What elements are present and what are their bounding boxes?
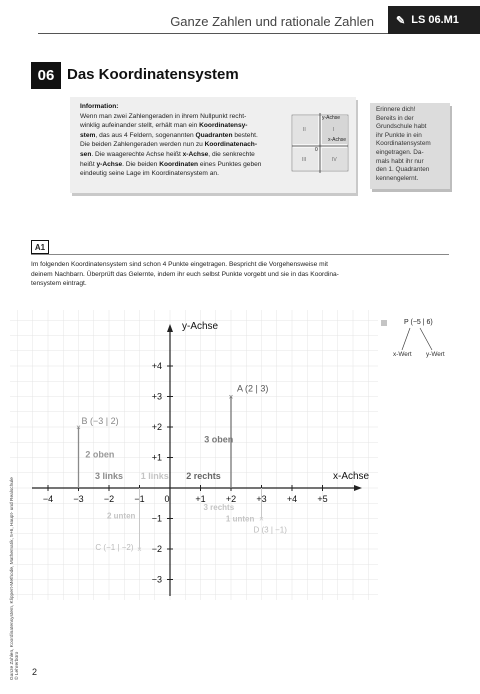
hint-line: Koordinatensystem	[376, 140, 431, 148]
info-line: , die senkrechte	[208, 150, 255, 158]
info-term: sen	[80, 150, 92, 158]
step-label-b-up: 2 oben	[85, 449, 115, 460]
mini-origin: 0	[315, 147, 318, 153]
x-tick-label: +2	[225, 494, 237, 504]
step-label-b-left: 3 links	[94, 471, 124, 481]
chapter-number: 06	[31, 62, 61, 89]
hint-line: mals habt ihr nur	[376, 157, 424, 165]
header-code-badge	[388, 6, 480, 34]
x-tick-label: +4	[286, 494, 298, 504]
task-line: deinem Nachbarn. Überprüft das Gelernte, indem ihr euch selbst Punkte vorgebt und sie in das Koordina-	[31, 270, 339, 278]
point-label: B (−3 | 2)	[81, 416, 119, 426]
info-line: eines Punktes geben	[198, 160, 262, 168]
example-point: P (−5 | 6)	[404, 319, 433, 326]
info-line: . Die beiden	[122, 160, 160, 168]
y-axis-arrowhead	[167, 324, 173, 332]
y-tick-label: −2	[151, 544, 162, 554]
x-tick-label: −3	[73, 494, 84, 504]
y-value-arrow	[420, 328, 432, 350]
y-tick-label: +1	[151, 452, 162, 463]
point-marker: ×	[228, 392, 234, 402]
hint-text	[376, 106, 444, 183]
x-axis-label: x-Achse	[333, 471, 370, 482]
hint-line: den 1. Quadranten	[376, 166, 430, 174]
info-line: Wenn man zwei Zahlengeraden in ihrem Nullpunkt recht-	[80, 112, 247, 120]
info-line: besteht.	[232, 131, 258, 139]
pencil-icon: ✎	[396, 14, 406, 27]
task-text	[31, 260, 431, 289]
x-tick-label: −2	[103, 494, 115, 504]
step-label-a-right: 2 rechts	[186, 471, 221, 481]
side-caption-copyright: © Lehrerbüro	[15, 651, 20, 680]
page-number: 2	[32, 667, 38, 677]
step-label-d-right: 3 rechts	[203, 503, 235, 512]
x-tick-label: −1	[134, 494, 145, 504]
quadrant-2-label: II	[303, 127, 306, 133]
quadrant-4-label: IV	[332, 157, 337, 163]
point-marker: ×	[76, 423, 81, 432]
quadrant-1-label: I	[333, 127, 335, 133]
info-line: , das aus 4 Feldern, sogenannten	[95, 131, 196, 139]
mini-x-label: x-Achse	[328, 137, 347, 143]
point-label: C (−1 | −2)	[95, 543, 134, 552]
hint-line: Erinnere dich!	[376, 106, 416, 113]
side-caption	[8, 400, 18, 680]
task-line: Im folgenden Koordinatensystem sind schon 4 Punkte eingetragen. Bespricht die Vorgehensweise mit	[31, 261, 328, 268]
header-code: LS 06.M1	[411, 14, 459, 26]
x-tick-label: +5	[317, 494, 328, 504]
header-title: Ganze Zahlen und rationale Zahlen	[170, 14, 374, 29]
point-marker: ×	[259, 514, 264, 524]
step-label-d-down: 1 unten	[225, 514, 255, 524]
info-line: heißt	[80, 160, 97, 168]
info-line: eindeutig seine Lage im Koordinatensystem an.	[80, 170, 219, 178]
info-term: Koordinaten	[159, 160, 199, 168]
y-tick-label: +2	[151, 422, 162, 432]
task-label: A1	[31, 240, 49, 254]
quadrant-3-label: III	[302, 157, 307, 163]
x-tick-label: 0	[164, 494, 170, 504]
hint-line: Grundschule habt	[376, 123, 427, 131]
hint-line: eingetragen. Da-	[376, 148, 424, 156]
x-tick-label: −4	[42, 494, 54, 504]
y-tick-label: +4	[151, 361, 162, 371]
x-axis-arrowhead	[354, 485, 362, 491]
y-axis-label: y-Achse	[182, 321, 219, 332]
hint-line: ihr Punkte in ein	[376, 131, 422, 139]
example-arrows	[380, 326, 460, 354]
example-x-label: x-Wert	[393, 351, 412, 358]
task-line: tensystem eintragt.	[31, 280, 87, 288]
hint-line: kennengelernt.	[376, 174, 419, 182]
info-term: stem	[80, 131, 96, 139]
x-value-arrow	[402, 328, 410, 350]
info-term: Koordinatenach-	[204, 141, 258, 149]
hint-line: Bereits in der	[376, 114, 414, 122]
info-line: . Die waagerechte Achse heißt	[91, 150, 183, 158]
info-term: Koordinatensy-	[199, 122, 248, 130]
chapter-title: Das Koordinatensystem	[67, 66, 239, 83]
y-tick-label: −1	[151, 513, 162, 524]
y-tick-label: +3	[151, 391, 162, 402]
quadrant-diagram	[292, 113, 348, 173]
side-caption-line: Ganze Zahlen, Koordinatensystem, Klippert-Methode, Mathematik, 5+6, Haupt- und Realschule	[10, 477, 15, 680]
y-tick-label: −3	[151, 574, 162, 585]
info-term: y-Achse	[96, 160, 123, 168]
info-text	[80, 102, 290, 179]
point-marker: ×	[137, 545, 142, 554]
info-heading: Information:	[80, 103, 119, 110]
x-tick-label: +3	[256, 494, 267, 504]
info-line: Die beiden Zahlengeraden werden nun zu	[80, 141, 205, 149]
mini-y-label: y-Achse	[322, 115, 341, 121]
x-tick-label: +1	[195, 494, 206, 504]
task-rule	[31, 254, 449, 255]
info-term: Quadranten	[195, 131, 233, 139]
point-label: A (2 | 3)	[237, 383, 269, 394]
example-y-label: y-Wert	[426, 351, 445, 358]
step-label-c-down: 2 unten	[106, 511, 136, 521]
step-label-c-left: 1 links	[140, 471, 169, 481]
info-line: winklig aufeinander stellt, erhält man ein	[80, 122, 200, 130]
step-label-a-up: 3 oben	[204, 434, 234, 445]
info-term: x-Achse	[182, 150, 209, 158]
point-label: D (3 | −1)	[253, 525, 287, 535]
